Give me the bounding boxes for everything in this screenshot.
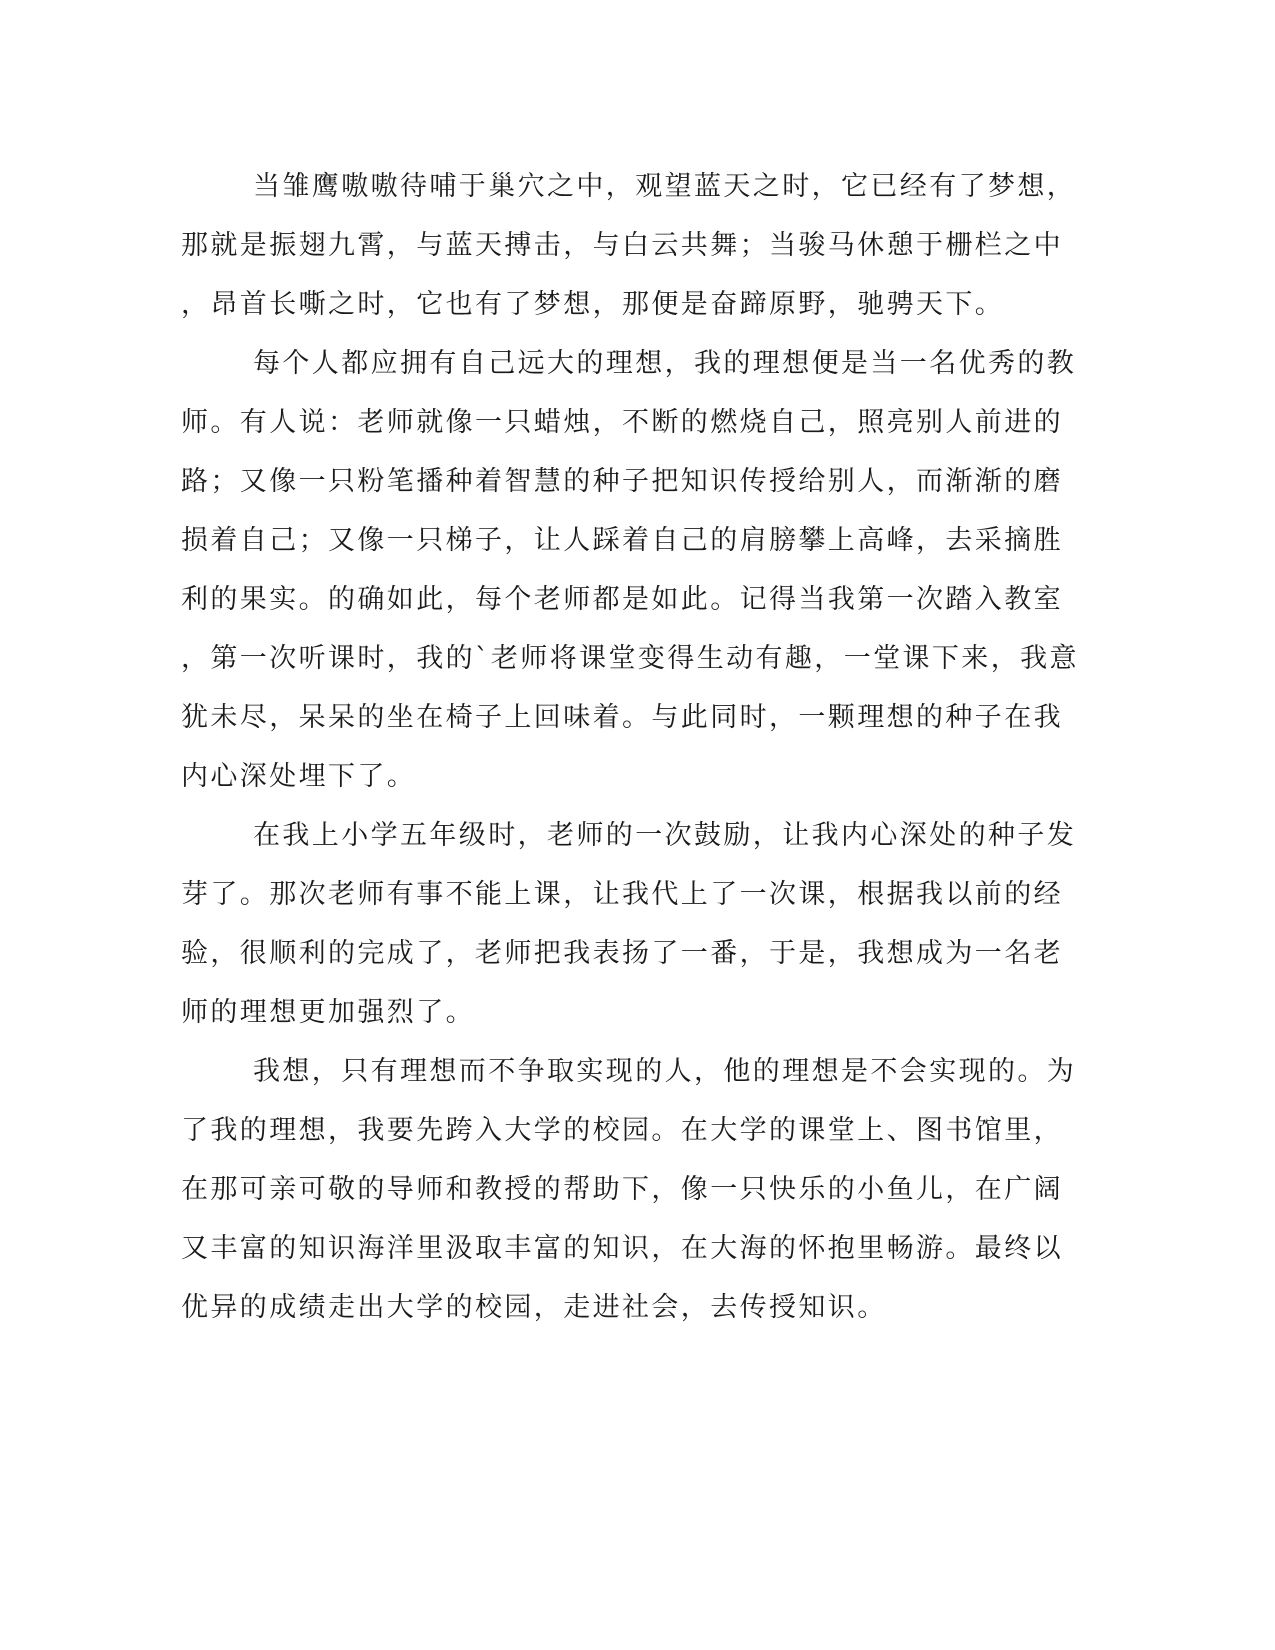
text-line: 验，很顺利的完成了，老师把我表扬了一番，于是，我想成为一名老 [181, 938, 1063, 969]
paragraph-2 [181, 334, 1079, 806]
text-line: 那就是振翅九霄，与蓝天搏击，与白云共舞；当骏马休憩于栅栏之中 [181, 230, 1063, 261]
text-line: 芽了。那次老师有事不能上课，让我代上了一次课，根据我以前的经 [181, 879, 1063, 910]
text-line: 了我的理想，我要先跨入大学的校园。在大学的课堂上、图书馆里， [181, 1115, 1063, 1146]
text-line: 师的理想更加强烈了。 [181, 997, 475, 1028]
paragraph-3 [181, 806, 1077, 1042]
text-line: 师。有人说：老师就像一只蜡烛，不断的燃烧自己，照亮别人前进的 [181, 407, 1063, 438]
paragraph-4 [181, 1042, 1077, 1337]
text-line: 路；又像一只粉笔播种着智慧的种子把知识传授给别人，而渐渐的磨 [181, 466, 1063, 497]
text-line: 每个人都应拥有自己远大的理想，我的理想便是当一名优秀的教 [253, 348, 1077, 379]
text-line: 损着自己；又像一只梯子，让人踩着自己的肩膀攀上高峰，去采摘胜 [181, 525, 1063, 556]
text-line: 在那可亲可敬的导师和教授的帮助下，像一只快乐的小鱼儿，在广阔 [181, 1174, 1063, 1205]
text-line: ，昂首长嘶之时，它也有了梦想，那便是奋蹄原野，驰骋天下。 [181, 289, 1005, 320]
essay-body [181, 157, 1079, 1337]
paragraph-1 [181, 157, 1077, 334]
text-line: 优异的成绩走出大学的校园，走进社会，去传授知识。 [181, 1292, 887, 1323]
text-line: 又丰富的知识海洋里汲取丰富的知识，在大海的怀抱里畅游。最终以 [181, 1233, 1063, 1264]
text-line: 犹未尽，呆呆的坐在椅子上回味着。与此同时，一颗理想的种子在我 [181, 702, 1063, 733]
text-line: ，第一次听课时，我的`老师将课堂变得生动有趣，一堂课下来，我意 [181, 643, 1079, 674]
text-line: 在我上小学五年级时，老师的一次鼓励，让我内心深处的种子发 [253, 820, 1077, 851]
text-line: 当雏鹰嗷嗷待哺于巢穴之中，观望蓝天之时，它已经有了梦想， [253, 171, 1077, 202]
text-line: 利的果实。的确如此，每个老师都是如此。记得当我第一次踏入教室 [181, 584, 1063, 615]
text-line: 内心深处埋下了。 [181, 761, 417, 792]
text-line: 我想，只有理想而不争取实现的人，他的理想是不会实现的。为 [253, 1056, 1077, 1087]
